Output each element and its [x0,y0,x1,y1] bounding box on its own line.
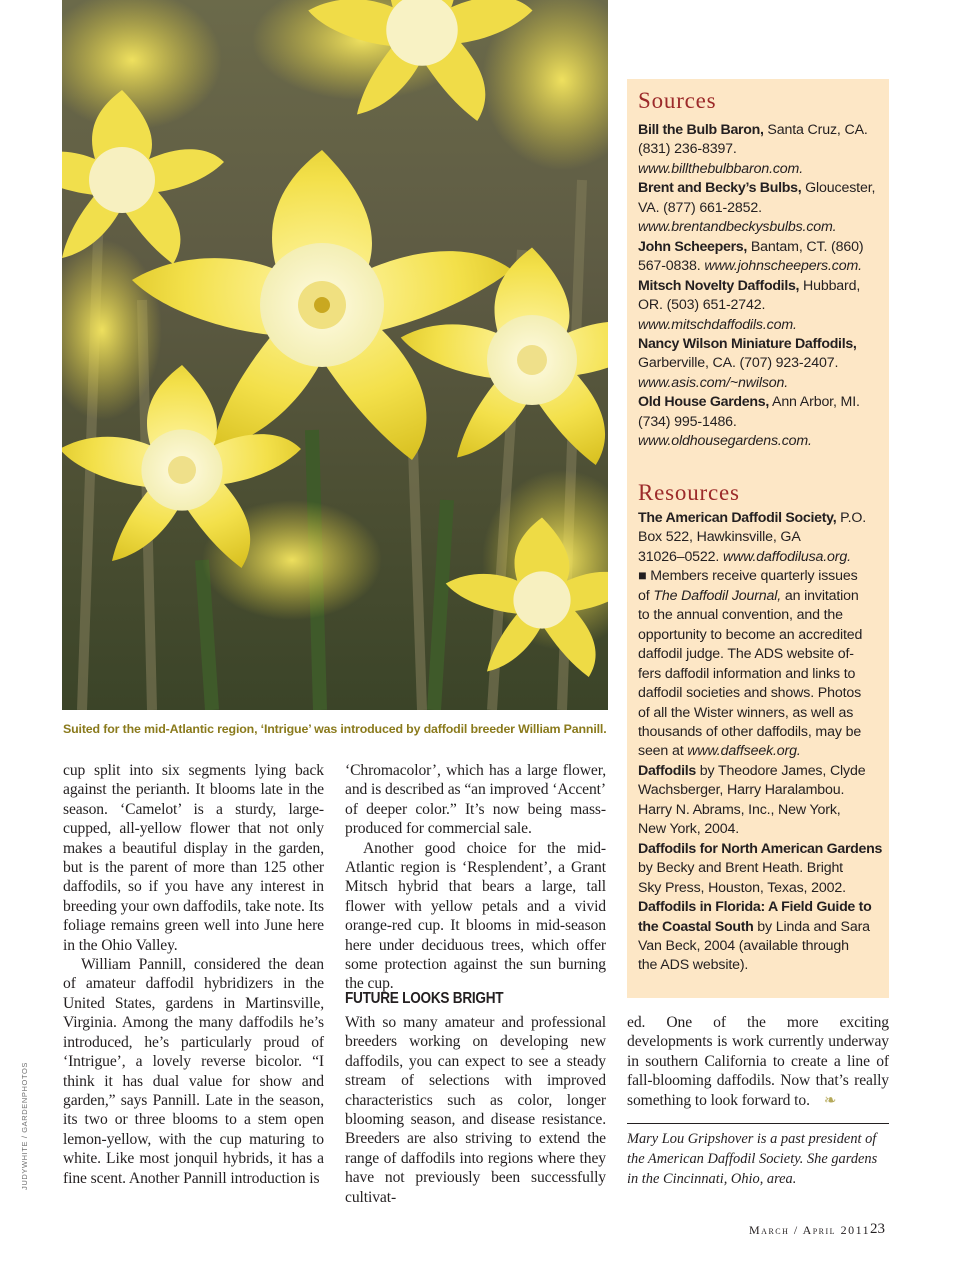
resources-line [638,528,884,547]
resources-line [638,567,884,586]
sources-heading: Sources [638,88,717,113]
sources-line [638,296,884,315]
entry-name: Daffodils [638,762,696,779]
paragraph-text: ed. One of the more exciting developments is work currently underway in southern California to create a line of fall-blooming daffodils. Now that’s really something to look forward to. [627,1014,889,1109]
entry-name: Daffodils for North American Gardens [638,840,883,857]
resources-line [638,898,884,917]
sources-line [638,179,884,198]
article-column-2-continued [345,1013,606,1207]
paragraph: ‘Chromacolor’, which has a large flower, and is described as “an improved ‘Accent’ of deeper color.” It’s now being mass-produced for commercial sale. [345,762,606,838]
entry-text: Box 522, Hawkinsville, GA [638,529,801,546]
article-column-2 [345,761,606,994]
sources-line [638,140,884,159]
entry-text: Garberville, CA. (707) 923-2407. [638,355,839,372]
entry-text: by Linda and Sara [753,918,870,935]
entry-text: P.O. [836,510,867,526]
entry-name: the Coastal South [638,918,754,935]
entry-name: Nancy Wilson Miniature Daffodils, [638,335,857,352]
article-column-3 [627,1013,889,1111]
link-text: www.brentandbeckysbulbs.com. [638,219,837,236]
entry-text: daffodil judge. The ADS website of- [638,646,854,663]
entry-text: 567-0838. [638,258,705,275]
divider [627,1123,889,1124]
entry-text: Sky Press, Houston, Texas, 2002. [638,879,846,896]
resources-line [638,762,884,781]
entry-text: of all the Wister winners, as well as [638,704,854,721]
paragraph [627,1013,889,1111]
resources-line [638,742,884,761]
entry-text: an invitation [781,587,859,604]
sources-line [638,354,884,373]
entry-text: OR. (503) 651-2742. [638,297,766,314]
sources-line [638,199,884,218]
resources-line [638,723,884,742]
resources-line [638,937,884,956]
sources-line [638,393,884,412]
entry-name: Mitsch Novelty Daffodils, [638,277,800,294]
resources-line [638,879,884,898]
resources-line [638,606,884,625]
section-subhead: FUTURE LOOKS BRIGHT [345,990,504,1007]
entry-text: by Theodore James, Clyde [696,762,866,779]
resources-line [638,918,884,937]
photo-credit: JUDYWHITE / GARDENPHOTOS [20,1061,29,1190]
entry-text: VA. (877) 661-2852. [638,199,762,216]
sources-line [638,121,884,140]
link-text: www.johnscheepers.com. [704,258,862,275]
paragraph: cup split into six segments lying back against the perianth. It blooms late in the season. ‘Camelot’ is a sturdy, large-cupped, all-yellow flower that not only makes a beautiful display in the garden, but is the parent of more than 125 other daffodils, so if you have any interest in breeding your own daffodils, take note. Its foliage remains green well into June here in the Ohio Valley. [63,762,324,954]
resources-line [638,684,884,703]
author-bio: Mary Lou Gripshover is a past president of the American Daffodil Society. She gardens in the Cincinnati, Ohio, area. [627,1131,878,1187]
entry-text: Ann Arbor, MI. [769,394,860,411]
entry-text: Van Beck, 2004 (available through [638,937,849,954]
entry-text: fers daffodil information and links to [638,665,856,682]
entry-text: New York, 2004. [638,821,740,838]
entry-text: opportunity to become an accredited [638,626,863,643]
end-mark-icon: ❧ [823,1092,837,1109]
entry-text: Hubbard, [799,277,861,294]
sources-line [638,316,884,335]
sources-line [638,257,884,276]
resources-list [638,509,884,976]
entry-text: 31026–0522. [638,548,723,565]
article-column-1 [63,761,324,1188]
sources-line [638,432,884,451]
link-text: www.oldhousegardens.com. [638,433,812,450]
entry-name: John Scheepers, [638,238,748,255]
entry-text: Harry N. Abrams, Inc., New York, [638,801,841,818]
sources-line [638,413,884,432]
link-text: www.asis.com/~nwilson. [638,374,789,391]
page-number: 23 [870,1221,885,1237]
paragraph: With so many amateur and professional breeders working on developing new daffodils, you can expect to see a steady stream of selections with improved characteristics such as color, longer blooming season, and disease resistance. Breeders are also striving to extend the range of daffodils into regions where they have not previously been successfully cultivat- [345,1014,606,1206]
resources-line [638,548,884,567]
resources-line [638,704,884,723]
sources-line [638,218,884,237]
entry-text: by Becky and Brent Heath. Bright [638,860,843,877]
resources-line [638,509,884,528]
link-text: www.billthebulbbaron.com. [638,160,804,177]
link-text: www.daffseek.org. [687,743,801,760]
link-text: www.mitschdaffodils.com. [638,316,797,333]
sources-line [638,374,884,393]
photo-caption: Suited for the mid-Atlantic region, ‘Intrigue’ was introduced by daffodil breeder William Pannill. [63,722,607,736]
sources-line [638,238,884,257]
entry-name: Old House Gardens, [638,394,769,411]
entry-text: (734) 995-1486. [638,413,737,430]
link-text: The Daffodil Journal, [653,587,782,604]
issue-date: March / April 2011 [749,1223,871,1237]
resources-line [638,956,884,975]
entry-text: Bantam, CT. (860) [747,238,864,255]
entry-name: Brent and Becky’s Bulbs, [638,180,802,197]
daffodil-photo [62,0,608,710]
entry-text: daffodil societies and shows. Photos [638,685,862,702]
resources-line [638,665,884,684]
entry-text: to the annual convention, and the [638,607,843,624]
entry-text: ■ Members receive quarterly issues [638,568,858,585]
resources-line [638,801,884,820]
resources-line [638,626,884,645]
entry-text: Santa Cruz, CA. [763,122,868,138]
resources-line [638,840,884,859]
entry-text: of [638,587,654,604]
entry-text: Wachsberger, Harry Haralambou. [638,782,845,799]
entry-name: Bill the Bulb Baron, [638,122,764,138]
sources-list [638,121,884,452]
paragraph: Another good choice for the mid-Atlantic region is ‘Resplendent’, a Grant Mitsch hybrid that bears a large, tall flower with yellow petals and a vivid orange-red cup. It blooms in mid-season here under deciduous trees, which offer some protection against the sun burning the cup. [345,839,606,993]
sources-line [638,335,884,354]
link-text: www.daffodilusa.org. [723,548,851,565]
entry-name: The American Daffodil Society, [638,510,837,526]
entry-name: Daffodils in Florida: A Field Guide to [638,899,872,916]
resources-line [638,645,884,664]
entry-text: seen at [638,743,688,760]
sources-line [638,160,884,179]
entry-text: the ADS website). [638,957,749,974]
paragraph: William Pannill, considered the dean of amateur daffodil hybridizers in the United States, gardens in Martinsville, Virginia. Among the many daffodils he’s introduced, he’s particularly proud of ‘Intrigue’, a lovely reverse bicolor. “I think it has dual value for show and garden,” says Pannill. Late in the season, its two or three blooms to a stem open lemon-yellow, with the cup maturing to white. Like most jonquil hybrids, it has a fine scent. Another Pannill introduction is [63,956,324,1187]
resources-heading: Resources [638,480,740,505]
entry-text: (831) 236-8397. [638,141,737,158]
resources-line [638,587,884,606]
resources-line [638,820,884,839]
entry-text: thousands of other daffodils, may be [638,723,862,740]
resources-line [638,781,884,800]
resources-line [638,859,884,878]
sources-line [638,277,884,296]
entry-text: Gloucester, [801,180,876,197]
